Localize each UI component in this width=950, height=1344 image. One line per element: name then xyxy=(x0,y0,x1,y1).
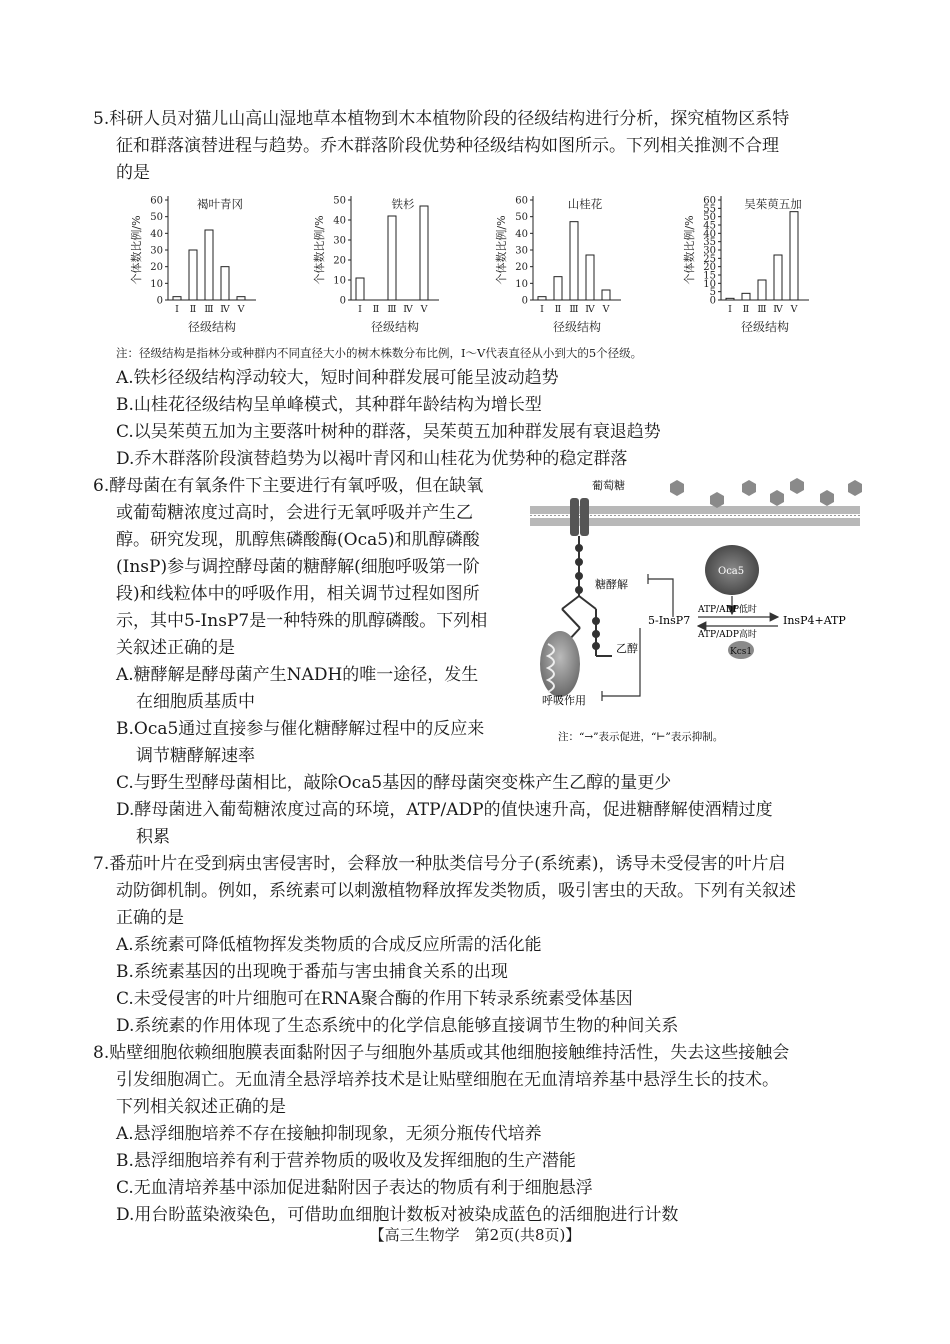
chart-2-y-tick-label: 50 xyxy=(515,212,528,224)
chart-1-y-tick-label: 30 xyxy=(333,235,346,247)
chart-1-title: 铁杉 xyxy=(391,197,415,211)
q8-option-d: D.用台盼蓝染液染色，可借助血细胞计数板对被染成蓝色的活细胞进行计数 xyxy=(116,1205,679,1225)
mitochondrion-icon xyxy=(540,631,580,697)
chart-1-category-label: Ⅳ xyxy=(403,304,413,315)
chart-2-y-tick-label: 30 xyxy=(515,245,528,257)
chart-1-category-label: Ⅰ xyxy=(358,304,362,315)
chart-1-y-tick-label: 10 xyxy=(333,275,346,287)
q8-option-a: A.悬浮细胞培养不存在接触抑制现象，无须分瓶传代培养 xyxy=(116,1124,542,1144)
chart-1-category-label: Ⅲ xyxy=(387,304,397,315)
q8-option-c: C.无血清培养基中添加促进黏附因子表达的物质有利于细胞悬浮 xyxy=(116,1178,593,1198)
chart-3-bar xyxy=(742,293,750,300)
chart-3-y-tick-label: 40 xyxy=(703,228,716,240)
chart-0-category-label: Ⅲ xyxy=(204,304,214,315)
chart-2-bar xyxy=(586,255,594,300)
q6-option-b: B.Oca5通过直接参与催化糖酵解过程中的反应来 xyxy=(116,719,485,739)
q7-stem-line-2: 动防御机制。例如，系统素可以刺激植物释放挥发类物质，吸引害虫的天敌。下列有关叙述 xyxy=(116,881,796,901)
oca5-label: Oca5 xyxy=(718,566,745,577)
chart-2-category-label: Ⅴ xyxy=(602,304,610,315)
chart-2-y-tick-label: 60 xyxy=(515,195,528,207)
chart-3-y-tick-label: 60 xyxy=(703,195,716,207)
chart-2-y-tick-label: 40 xyxy=(515,228,528,240)
q6-stem-line-3: 醇。研究发现，肌醇焦磷酸酶(Oca5)和肌醇磷酸 xyxy=(116,530,480,550)
transporter-icon xyxy=(570,498,589,536)
chart-0-y-tick-label: 0 xyxy=(156,295,163,307)
q8-stem-line-3: 下列相关叙述正确的是 xyxy=(116,1097,286,1117)
chart-3-y-tick-label: 25 xyxy=(703,253,716,265)
chart-0-bar xyxy=(205,230,213,300)
q6-option-a: A.糖酵解是酵母菌产生NADH的唯一途径，发生 xyxy=(116,665,479,685)
chart-0-y-tick-label: 30 xyxy=(150,245,163,257)
chart-0-bar xyxy=(189,250,197,300)
chart-0-y-tick-label: 50 xyxy=(150,212,163,224)
chart-0-y-tick-label: 40 xyxy=(150,228,163,240)
inhibition-arrow xyxy=(648,574,673,617)
page-footer: 【高三生物学 第2页(共8页)】 xyxy=(369,1226,581,1244)
chart-1-x-label: 径级结构 xyxy=(370,320,420,334)
chart-3-bar xyxy=(774,255,782,300)
chart-3-category-label: Ⅴ xyxy=(790,304,798,315)
chart-2-x-label: 径级结构 xyxy=(552,320,602,334)
chart-0-category-label: Ⅰ xyxy=(175,304,179,315)
chart-2-y-tick-label: 10 xyxy=(515,278,528,290)
chart-3-bar xyxy=(790,212,798,300)
chart-1-bar xyxy=(356,278,364,300)
q5-stem-line-1: 5.科研人员对猫儿山高山湿地草本植物到木本植物阶段的径级结构进行分析，探究植物区系特 xyxy=(93,109,790,129)
q7-option-b: B.系统素基因的出现晚于番茄与害虫捕食关系的出现 xyxy=(116,962,508,982)
ethanol-label: 乙醇 xyxy=(616,642,638,655)
q5-option-a: A.铁杉径级结构浮动较大，短时间种群发展可能呈波动趋势 xyxy=(116,368,559,388)
chart-3-bar xyxy=(726,298,734,300)
q7-option-d: D.系统素的作用体现了生态系统中的化学信息能够直接调节生物的种间关系 xyxy=(116,1016,679,1036)
q6-stem-line-5: 段)和线粒体中的呼吸作用，相关调节过程如图所 xyxy=(116,584,480,604)
q6-stem-line-7: 关叙述正确的是 xyxy=(116,638,235,658)
chart-0-title: 褐叶青冈 xyxy=(197,197,243,211)
q6-regulation-diagram xyxy=(530,476,860,743)
q5-option-c: C.以吴茱萸五加为主要落叶树种的群落，吴茱萸五加种群发展有衰退趋势 xyxy=(116,422,661,442)
q7-option-a: A.系统素可降低植物挥发类物质的合成反应所需的活化能 xyxy=(116,935,542,955)
chart-0-y-label: 个体数比例/% xyxy=(130,215,143,285)
q6-option-b-cont: 调节糖酵解速率 xyxy=(136,746,255,766)
chart-0-bar xyxy=(237,297,245,300)
q6-option-d: D.酵母菌进入葡萄糖浓度过高的环境，ATP/ADP的值快速升高，促进糖酵解使酒精过度 xyxy=(116,800,773,820)
chart-2-y-tick-label: 20 xyxy=(515,262,528,274)
q8-stem-line-1: 8.贴壁细胞依赖细胞膜表面黏附因子与细胞外基质或其他细胞接触维持活性，失去这些接触会 xyxy=(93,1043,790,1063)
chart-3-y-tick-label: 45 xyxy=(703,220,716,232)
diagram-note: 注：“→”表示促进，“⊢”表示抑制。 xyxy=(558,731,724,743)
q8-stem-line-2: 引发细胞凋亡。无血清全悬浮培养技术是让贴壁细胞在无血清培养基中悬浮生长的技术。 xyxy=(116,1070,779,1090)
chart-3-category-label: Ⅰ xyxy=(728,304,732,315)
chart-2-category-label: Ⅰ xyxy=(540,304,544,315)
chart-1-bar xyxy=(420,206,428,300)
chart-2-bar xyxy=(570,222,578,300)
glucose-label: 葡萄糖 xyxy=(592,479,625,492)
glycolysis-label: 糖酵解 xyxy=(595,578,628,591)
insp7-label: 5-InsP7 xyxy=(648,614,691,627)
chart-0-x-label: 径级结构 xyxy=(187,320,237,334)
chart-3-title: 吴茱萸五加 xyxy=(744,197,802,211)
q6-stem-line-4: (InsP)参与调控酵母菌的糖酵解(细胞呼吸第一阶 xyxy=(116,557,480,577)
chart-1-y-tick-label: 40 xyxy=(333,215,346,227)
chart-1-y-tick-label: 20 xyxy=(333,255,346,267)
chart-2-category-label: Ⅳ xyxy=(585,304,595,315)
q5-option-d: D.乔木群落阶段演替趋势为以褐叶青冈和山桂花为优势种的稳定群落 xyxy=(116,449,628,469)
kcs1-label: Kcs1 xyxy=(730,647,753,657)
chart-0-bar xyxy=(173,297,181,300)
chart-1-category-label: Ⅴ xyxy=(420,304,428,315)
chart-0-category-label: Ⅳ xyxy=(220,304,230,315)
chart-3-category-label: Ⅲ xyxy=(757,304,767,315)
chart-3-y-tick-label: 5 xyxy=(709,287,716,299)
chart-3-y-tick-label: 15 xyxy=(703,270,716,282)
chart-3-x-label: 径级结构 xyxy=(740,320,790,334)
q5-option-b: B.山桂花径级结构呈单峰模式，其种群年龄结构为增长型 xyxy=(116,395,542,415)
chart-0-category-label: Ⅱ xyxy=(189,304,197,315)
respiration-inhibition xyxy=(602,628,640,701)
chart-3-y-tick-label: 55 xyxy=(703,203,716,215)
chart-1-y-tick-label: 50 xyxy=(333,195,346,207)
chart-2-bar xyxy=(602,290,610,300)
q6-option-a-cont: 在细胞质基质中 xyxy=(136,692,255,712)
chart-3-bar xyxy=(758,280,766,300)
chart-0-y-tick-label: 60 xyxy=(150,195,163,207)
glucose-molecules xyxy=(670,478,862,508)
chart-0-category-label: Ⅴ xyxy=(237,304,245,315)
q6-stem-line-2: 或葡萄糖浓度过高时，会进行无氧呼吸并产生乙 xyxy=(116,503,473,523)
chart-0-bar xyxy=(221,267,229,300)
chart-3-y-tick-label: 0 xyxy=(709,295,716,307)
chart-2-y-tick-label: 0 xyxy=(521,295,528,307)
q8-option-b: B.悬浮细胞培养有利于营养物质的吸收及发挥细胞的生产潜能 xyxy=(116,1151,576,1171)
chart-2-y-label: 个体数比例/% xyxy=(495,215,508,285)
chart-2-title: 山桂花 xyxy=(567,197,603,211)
chart-1-bar xyxy=(388,216,396,300)
q6-stem-line-1: 6.酵母菌在有氧条件下主要进行有氧呼吸，但在缺氧 xyxy=(93,476,484,496)
chart-1-category-label: Ⅱ xyxy=(372,304,380,315)
q5-stem-line-3: 的是 xyxy=(116,163,150,183)
chart-3-category-label: Ⅱ xyxy=(742,304,750,315)
chart-0-y-tick-label: 10 xyxy=(150,278,163,290)
chart-1-y-label: 个体数比例/% xyxy=(313,215,326,285)
q5-bar-charts xyxy=(0,188,950,338)
q6-stem-line-6: 示，其中5-InsP7是一种特殊的肌醇磷酸。下列相 xyxy=(116,611,488,631)
chart-3-y-tick-label: 35 xyxy=(703,237,716,249)
chart-2-category-label: Ⅲ xyxy=(569,304,579,315)
chart-2-bar xyxy=(554,277,562,300)
atp-low-label: ATP/ADP低时 xyxy=(698,605,757,615)
q7-stem-line-1: 7.番茄叶片在受到病虫害侵害时，会释放一种肽类信号分子(系统素)，诱导未受侵害的叶片启 xyxy=(93,854,786,874)
q5-note: 注：径级结构是指林分或种群内不同直径大小的树木株数分布比例，Ⅰ～Ⅴ代表直径从小到大的5个径级。 xyxy=(116,346,643,360)
q6-option-c: C.与野生型酵母菌相比，敲除Oca5基因的酵母菌突变株产生乙醇的量更少 xyxy=(116,773,672,793)
chart-3-y-tick-label: 10 xyxy=(703,278,716,290)
chart-3-category-label: Ⅳ xyxy=(773,304,783,315)
q7-stem-line-3: 正确的是 xyxy=(116,908,184,928)
cell-membrane xyxy=(530,506,860,526)
chart-3-y-tick-label: 30 xyxy=(703,245,716,257)
chart-2-category-label: Ⅱ xyxy=(554,304,562,315)
chart-0-y-tick-label: 20 xyxy=(150,262,163,274)
respiration-label: 呼吸作用 xyxy=(542,694,586,707)
q7-option-c: C.未受侵害的叶片细胞可在RNA聚合酶的作用下转录系统素受体基因 xyxy=(116,989,633,1009)
chart-2-bar xyxy=(538,297,546,300)
q6-option-d-cont: 积累 xyxy=(136,827,170,847)
atp-high-label: ATP/ADP高时 xyxy=(698,630,757,640)
q5-stem-line-2: 征和群落演替进程与趋势。乔木群落阶段优势种径级结构如图所示。下列相关推测不合理 xyxy=(116,136,779,156)
chart-3-y-tick-label: 20 xyxy=(703,262,716,274)
chart-3-y-label: 个体数比例/% xyxy=(683,215,696,285)
chart-1-y-tick-label: 0 xyxy=(339,295,346,307)
insp4-label: InsP4+ATP xyxy=(783,614,846,627)
chart-3-y-tick-label: 50 xyxy=(703,212,716,224)
